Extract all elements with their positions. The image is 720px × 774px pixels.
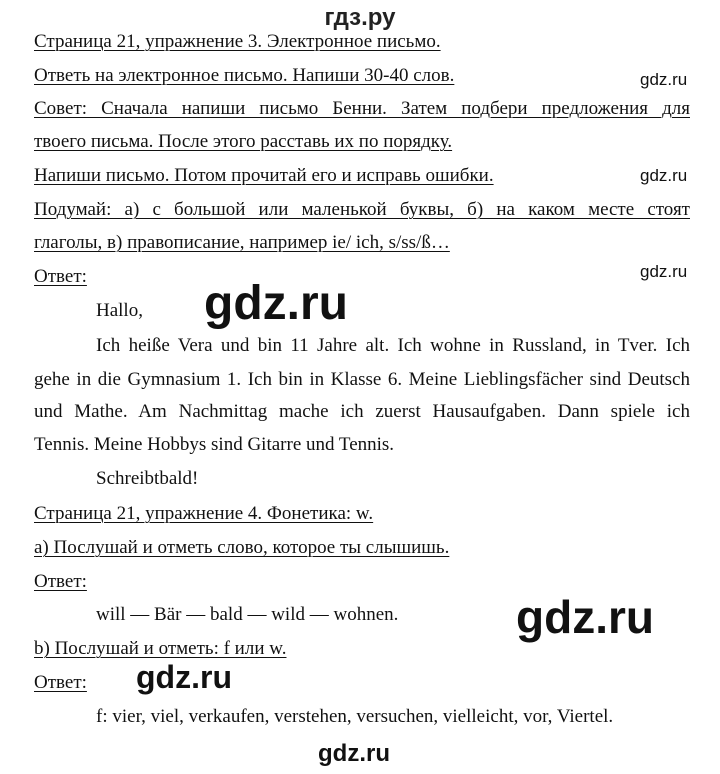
- watermark-large: gdz.ru: [204, 277, 348, 330]
- site-header: гдз.ру: [324, 4, 396, 31]
- ex4-answer-a: will — Bär — bald — wild — wohnen.: [96, 604, 399, 625]
- ex3-write-instruction: Напиши письмо. Потом прочитай его и исправь ошибки.: [34, 165, 494, 186]
- ex3-answer-label: Ответ:: [34, 266, 87, 287]
- watermark-small: gdz.ru: [640, 166, 688, 185]
- watermark-bottom: gdz.ru: [318, 740, 390, 767]
- letter-line3: und Mathe. Am Nachmittag mache ich zuerst Hausaufgaben. Dann spiele ich: [34, 401, 690, 422]
- ex4-title: Страница 21, упражнение 4. Фонетика: w.: [34, 503, 374, 524]
- ex3-task: Ответь на электронное письмо. Напиши 30-40 слов.: [34, 65, 455, 86]
- letter-line2: gehe in die Gymnasium 1. Ich bin in Klasse 6. Meine Lieblingsfächer sind Deutsch: [34, 369, 690, 390]
- ex3-advice-line1: Совет: Сначала напиши письмо Бенни. Затем подбери предложения для: [34, 98, 690, 119]
- letter-greeting: Hallo,: [96, 300, 143, 321]
- ex3-think-line2: глаголы, в) правописание, например ie/ ich, s/ss/ß…: [34, 232, 450, 253]
- letter-closing: Schreibtbald!: [96, 468, 199, 489]
- ex3-title: Страница 21, упражнение 3. Электронное письмо.: [34, 31, 441, 52]
- ex4-task-a: а) Послушай и отметь слово, которое ты слышишь.: [34, 537, 450, 558]
- watermark-small: gdz.ru: [640, 70, 688, 89]
- watermark-small: gdz.ru: [640, 262, 688, 281]
- ex3-advice-line2: твоего письма. После этого расставь их по порядку.: [34, 131, 453, 152]
- ex4-answer-label-b: Ответ:: [34, 672, 87, 693]
- watermark-large: gdz.ru: [516, 591, 654, 643]
- letter-line4: Tennis. Meine Hobbys sind Gitarre und Tennis.: [34, 434, 395, 455]
- letter-line1: Ich heiße Vera und bin 11 Jahre alt. Ich wohne in Russland, in Tver. Ich: [96, 335, 690, 356]
- ex4-answer-b: f: vier, viel, verkaufen, verstehen, versuchen, vielleicht, vor, Viertel.: [96, 706, 614, 727]
- watermark-medium: gdz.ru: [136, 659, 232, 695]
- ex4-answer-label-a: Ответ:: [34, 571, 87, 592]
- ex3-think-line1: Подумай: а) с большой или маленькой буквы, б) на каком месте стоят: [34, 199, 690, 220]
- ex4-task-b: b) Послушай и отметь: f или w.: [34, 638, 287, 659]
